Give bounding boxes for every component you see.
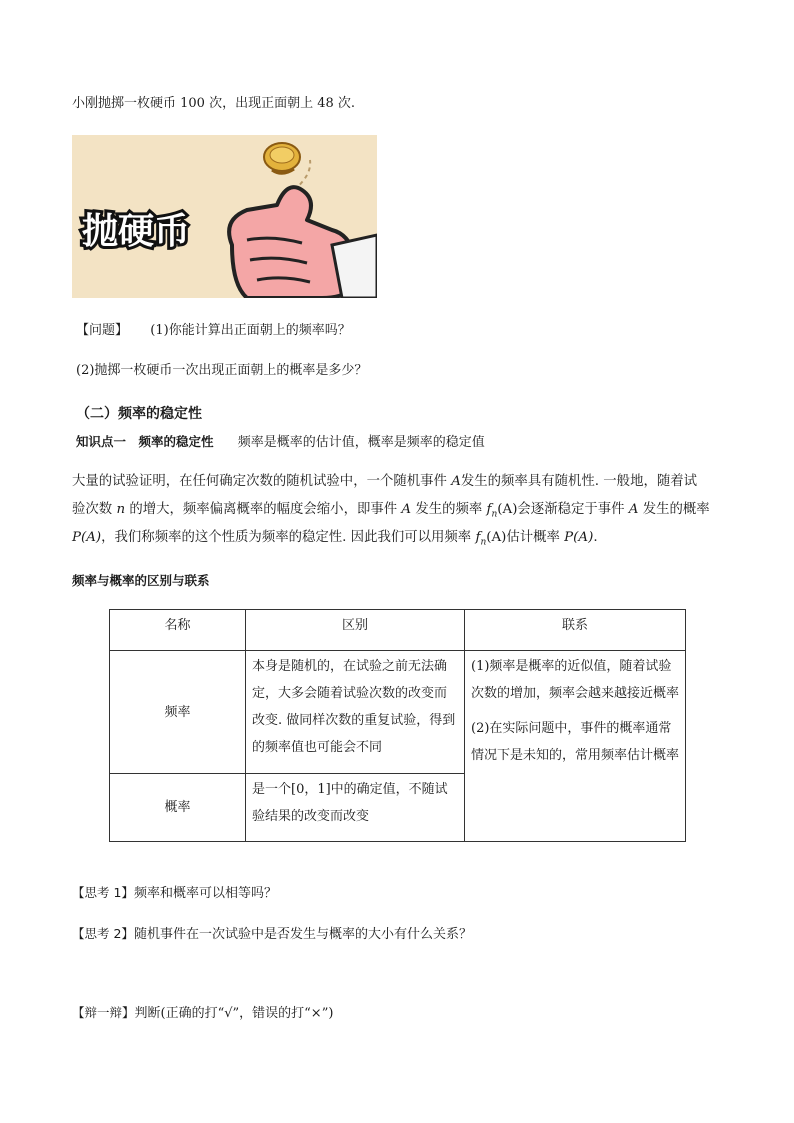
paragraph-text: 发生的频率 [411, 502, 487, 517]
thinking-2-label: 【思考 2】 [72, 926, 134, 941]
debate-text: 判断(正确的打“√”，错误的打“×”) [134, 1006, 334, 1021]
row-name-probability: 概率 [110, 774, 246, 842]
frequency-subscript: n [491, 509, 498, 520]
paragraph-text: 大量的试验证明，在任何确定次数的随机试验中，一个随机事件 [72, 474, 452, 489]
frequency-subscript: n [480, 537, 487, 548]
frequency-symbol: f [475, 530, 481, 545]
thinking-2-text: 随机事件在一次试验中是否发生与概率的大小有什么关系？ [133, 927, 472, 942]
coin-icon [264, 143, 300, 173]
header-name: 名称 [110, 610, 246, 651]
paragraph-text: . [593, 530, 598, 545]
probability-symbol: P(A) [564, 530, 594, 545]
variable-a: A [628, 502, 639, 517]
header-connection: 联系 [465, 610, 686, 651]
coin-toss-illustration [72, 135, 377, 298]
paragraph-line-2 [72, 501, 710, 524]
question-2: (2)抛掷一枚硬币一次出现正面朝上的概率是多少？ [76, 363, 368, 378]
paragraph-text: 验次数 [72, 502, 117, 517]
paragraph-text: (A)会逐渐稳定于事件 [497, 502, 629, 517]
connection-1: (1)频率是概率的近似值，随着试验次数的增加，频率会越来越接近概率 [471, 659, 680, 701]
table-header-row [110, 610, 686, 651]
row-difference-probability: 是一个[0，1]中的确定值，不随试验结果的改变而改变 [246, 774, 465, 842]
knowledge-point [76, 433, 485, 452]
variable-a: A [451, 474, 461, 489]
row-difference-frequency: 本身是随机的，在试验之前无法确定，大多会随着试验次数的改变而改变. 做同样次数的重复试验，得到的频率值也可能会不同 [246, 651, 465, 774]
intro-sentence: 小刚抛掷一枚硬币 100 次，出现正面朝上 48 次. [72, 96, 356, 111]
probability-symbol: P(A) [72, 530, 102, 545]
debate-label: 【辩一辩】 [72, 1005, 135, 1020]
paragraph-line-3 [72, 529, 598, 552]
header-difference: 区别 [246, 610, 465, 651]
question-label: 【问题】 [76, 323, 129, 338]
paragraph-text: 的增大，频率偏离概率的幅度会缩小，即事件 [125, 502, 402, 517]
variable-n: n [116, 502, 126, 517]
paragraph-line-1 [72, 473, 697, 491]
paragraph-text: ，我们称频率的这个性质为频率的稳定性. 因此我们可以用频率 [101, 530, 476, 545]
question-1-text: (1)你能计算出正面朝上的频率吗？ [150, 323, 351, 338]
question-1 [76, 322, 351, 340]
knowledge-point-text: 频率是概率的估计值，概率是频率的稳定值 [237, 435, 485, 450]
comparison-table [109, 609, 686, 842]
debate [72, 1004, 333, 1023]
paragraph-text: (A)估计概率 [486, 530, 565, 545]
section-title: （二）频率的稳定性 [76, 406, 202, 422]
table-row [110, 651, 686, 774]
thinking-2 [72, 925, 472, 944]
connection-2: (2)在实际问题中，事件的概率通常情况下是未知的，常用频率估计概率 [471, 721, 680, 763]
thinking-1-text: 频率和概率可以相等吗？ [133, 886, 277, 901]
thumb-hand-icon [229, 187, 377, 298]
paragraph-text: 发生的概率 [638, 502, 710, 517]
thinking-1 [72, 884, 277, 903]
variable-a: A [401, 502, 412, 517]
knowledge-point-label: 知识点一 频率的稳定性 [76, 434, 214, 449]
comparison-heading: 频率与概率的区别与联系 [72, 573, 210, 588]
row-name-frequency: 频率 [110, 651, 246, 774]
paragraph-text: 发生的频率具有随机性. 一般地，随着试 [460, 474, 698, 489]
thinking-1-label: 【思考 1】 [72, 885, 134, 900]
connection-cell [465, 651, 686, 842]
frequency-symbol: f [486, 502, 492, 517]
image-caption: 抛硬币 [82, 211, 191, 252]
coin-toss-drawing [72, 135, 377, 298]
